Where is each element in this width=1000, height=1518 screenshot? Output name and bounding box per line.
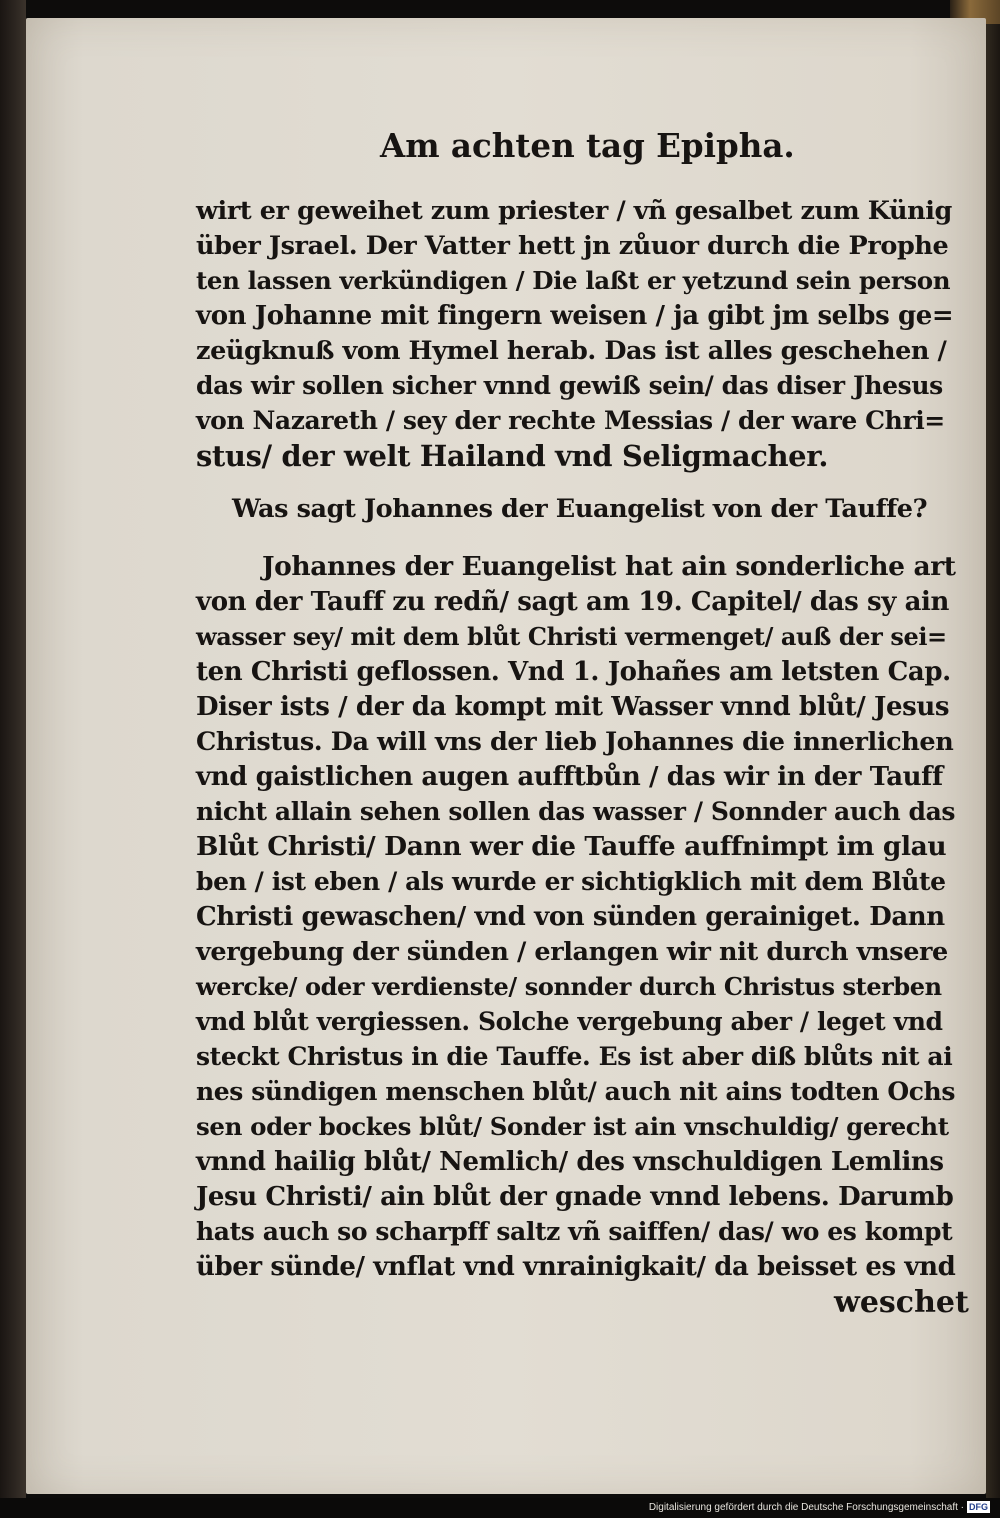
text-line: Christi gewaschen/ vnd von sünden gerainiget. Dann [196,902,945,932]
section-question: Was sagt Johannes der Euangelist von der Tauffe? [232,494,928,524]
text-line: vnnd hailig blůt/ Nemlich/ des vnschuldigen Lemlins [196,1147,944,1177]
dfg-logo-icon: DFG [969,1502,988,1513]
text-line: das wir sollen sicher vnnd gewiß sein/ das diser Jhesus [196,371,943,400]
text-line: über sünde/ vnflat vnd vnrainigkait/ da beisset es vnd [196,1252,956,1282]
text-line: hats auch so scharpff saltz vñ saiffen/ das/ wo es kompt [196,1217,953,1246]
book-page [26,18,986,1494]
book-right-edge [986,0,1000,1498]
credit-text: Digitalisierung gefördert durch die Deutsche Forschungsgemeinschaft · [648,1502,964,1513]
text-line: von Johanne mit fingern weisen / ja gibt jm selbs ge= [196,301,954,331]
text-line: vnd blůt vergiessen. Solche vergebung aber / leget vnd [196,1007,943,1036]
text-line: stus/ der welt Hailand vnd Seligmacher. [196,439,829,473]
text-line: nicht allain sehen sollen das wasser / Sonnder auch das [196,797,956,826]
page-text [26,18,986,1494]
text-line: steckt Christus in die Tauffe. Es ist aber diß blůts nit ai [196,1042,953,1071]
text-line: von der Tauff zu redñ/ sagt am 19. Capitel/ das sy ain [196,587,950,617]
text-line: sen oder bockes blůt/ Sonder ist ain vnschuldig/ gerecht [196,1112,949,1141]
text-line: Diser ists / der da kompt mit Wasser vnnd blůt/ Jesus [196,692,950,722]
text-line: wercke/ oder verdienste/ sonnder durch Christus sterben [196,972,942,1001]
text-line: vnd gaistlichen augen aufftbůn / das wir in der Tauff [196,762,943,792]
digitization-credit [590,1500,990,1516]
catchword: weschet [834,1285,969,1320]
text-line: wasser sey/ mit dem blůt Christi vermenget/ auß der sei= [196,622,947,651]
text-line: nes sündigen menschen blůt/ auch nit ains todten Ochs [196,1077,956,1106]
text-line: von Nazareth / sey der rechte Messias / der ware Chri= [196,406,945,435]
text-line: Blůt Christi/ Dann wer die Tauffe auffnimpt im glau [196,831,947,862]
text-line: vergebung der sünden / erlangen wir nit durch vnsere [196,937,948,967]
book-binding-edge [0,0,26,1498]
text-line: ben / ist eben / als wurde er sichtigklich mit dem Blůte [196,867,946,896]
text-line: zeügknuß vom Hymel herab. Das ist alles geschehen / [196,336,947,366]
text-line: Jesu Christi/ ain blůt der gnade vnnd lebens. Darumb [196,1182,954,1212]
text-line: ten lassen verkündigen / Die laßt er yetzund sein person [196,266,951,295]
text-line: ten Christi geflossen. Vnd 1. Johañes am letsten Cap. [196,657,951,687]
text-line: Johannes der Euangelist hat ain sonderliche art [262,551,956,582]
text-line: Christus. Da will vns der lieb Johannes die innerlichen [196,727,954,757]
text-line: wirt er geweihet zum priester / vñ gesalbet zum Künig [196,196,952,226]
text-line: über Jsrael. Der Vatter hett jn zůuor durch die Prophe [196,231,949,261]
running-head: Am achten tag Epipha. [380,126,795,165]
